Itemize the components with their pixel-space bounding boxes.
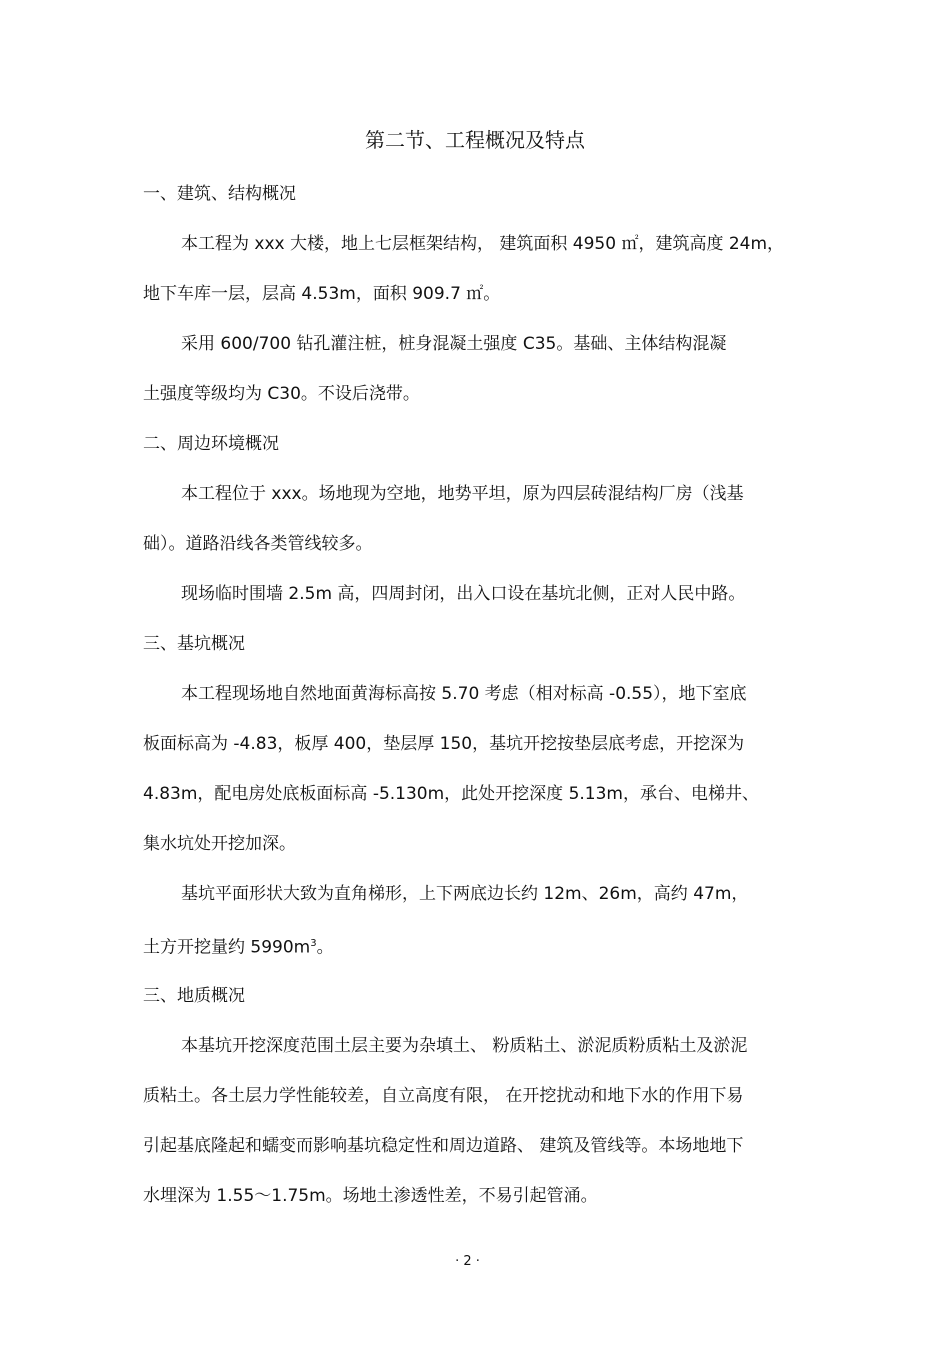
sentence-end: 。 [316,937,334,958]
paragraph-line: 采用 600/700 钻孔灌注桩，桩身混凝土强度 C35。基础、主体结构混凝 [181,334,727,354]
cubic-superscript: 3 [310,938,317,949]
paragraph-line: 本工程位于 xxx。场地现为空地，地势平坦，原为四层砖混结构厂房（浅基 [181,484,744,504]
paragraph-line: 4.83m，配电房处底板面标高 -5.130m，此处开挖深度 5.13m，承台、电梯井、 [143,784,759,804]
paragraph-line: 水埋深为 1.55～1.75m。场地土渗透性差，不易引起管涌。 [143,1186,598,1206]
paragraph-line: 土强度等级均为 C30。不设后浇带。 [143,384,420,404]
heading-geology: 三、地质概况 [143,986,245,1006]
paragraph-line: 引起基底隆起和蠕变而影响基坑稳定性和周边道路、 建筑及管线等。本场地地下 [143,1136,744,1156]
paragraph-line: 本基坑开挖深度范围土层主要为杂填土、 粉质粘土、淤泥质粉质粘土及淤泥 [181,1036,748,1056]
earthwork-text: 土方开挖量约 5990m [143,937,311,958]
paragraph-line: 本工程现场地自然地面黄海标高按 5.70 考虑（相对标高 -0.55），地下室底 [181,684,747,704]
paragraph-line: 集水坑处开挖加深。 [143,834,296,854]
section-title: 第二节、工程概况及特点 [365,128,585,152]
heading-surroundings: 二、周边环境概况 [143,434,279,454]
paragraph-line: 本工程为 xxx 大楼，地上七层框架结构， 建筑面积 4950 ㎡，建筑高度 24m， [181,234,785,254]
paragraph-line: 地下车库一层，层高 4.53m，面积 909.7 ㎡。 [143,284,501,304]
paragraph-line: 板面标高为 -4.83，板厚 400，垫层厚 150，基坑开挖按垫层底考虑，开挖深为 [143,734,745,754]
paragraph-line-earthwork [143,932,813,956]
paragraph-line: 础）。道路沿线各类管线较多。 [143,534,373,554]
page-number: · 2 · [455,1254,480,1269]
paragraph-line: 质粘土。各土层力学性能较差，自立高度有限， 在开挖扰动和地下水的作用下易 [143,1086,744,1106]
paragraph-line: 现场临时围墙 2.5m 高，四周封闭，出入口设在基坑北侧，正对人民中路。 [181,584,746,604]
paragraph-line: 基坑平面形状大致为直角梯形，上下两底边长约 12m、26m，高约 47m， [181,884,749,904]
heading-building-structure: 一、建筑、结构概况 [143,184,296,204]
heading-foundation-pit: 三、基坑概况 [143,634,245,654]
